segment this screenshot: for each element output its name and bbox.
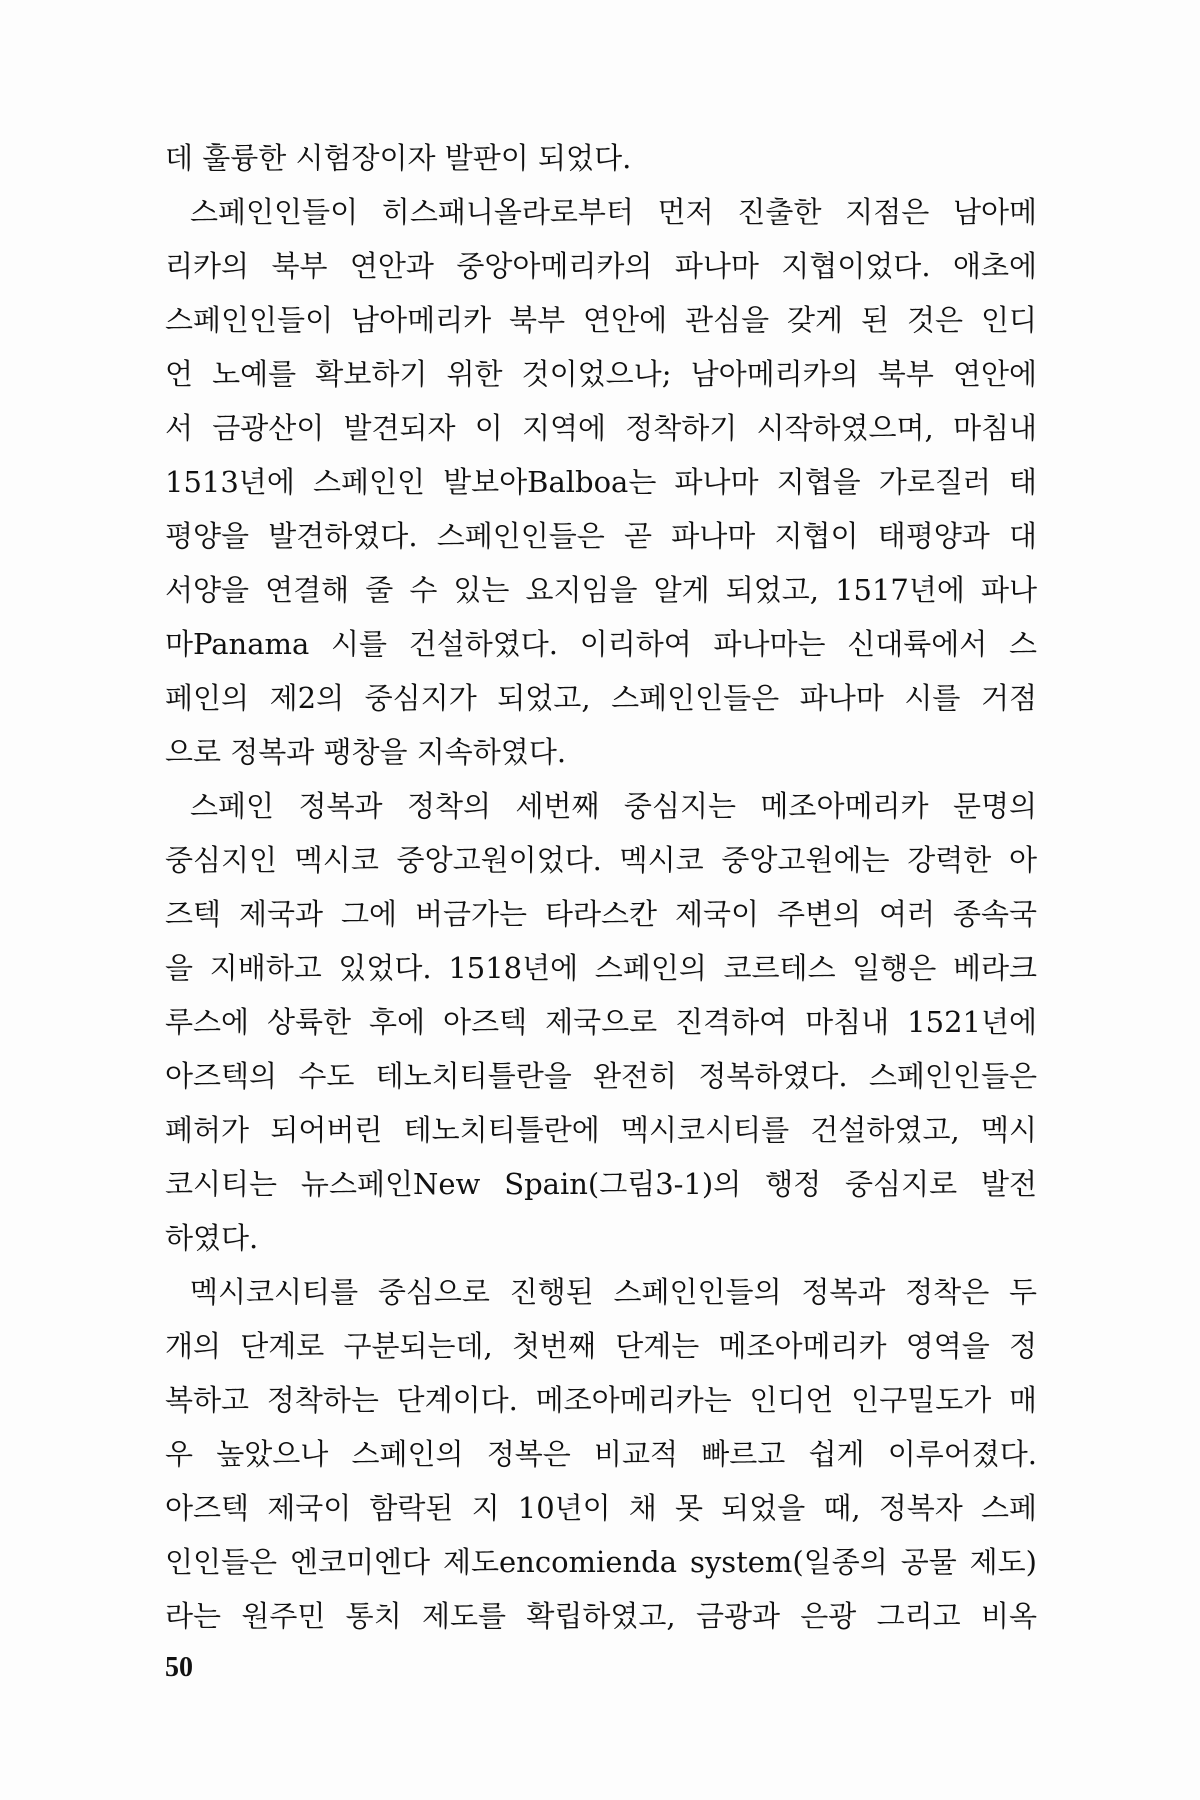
text-line: 1513년에 스페인인 발보아Balboa는 파나마 지협을 가로질러 태 (165, 465, 1037, 499)
text-line: 아즈텍의 수도 테노치티틀란을 완전히 정복하였다. 스페인인들은 (165, 1059, 1037, 1093)
text-line: 페인의 제2의 중심지가 되었고, 스페인인들은 파나마 시를 거점 (165, 681, 1037, 715)
text-line: 리카의 북부 연안과 중앙아메리카의 파나마 지협이었다. 애초에 (165, 249, 1037, 283)
text-line: 인인들은 엔코미엔다 제도encomienda system(일종의 공물 제도) (165, 1545, 1037, 1579)
text-line: 스페인 정복과 정착의 세번째 중심지는 메조아메리카 문명의 (190, 789, 1037, 823)
text-line: 폐허가 되어버린 테노치티틀란에 멕시코시티를 건설하였고, 멕시 (165, 1113, 1037, 1147)
page-number: 50 (165, 1652, 193, 1683)
text-line: 데 훌륭한 시험장이자 발판이 되었다. (165, 141, 632, 175)
text-line: 을 지배하고 있었다. 1518년에 스페인의 코르테스 일행은 베라크 (165, 951, 1037, 985)
text-line: 중심지인 멕시코 중앙고원이었다. 멕시코 중앙고원에는 강력한 아 (165, 843, 1037, 877)
text-line: 서 금광산이 발견되자 이 지역에 정착하기 시작하였으며, 마침내 (165, 411, 1037, 445)
text-line: 언 노예를 확보하기 위한 것이었으나; 남아메리카의 북부 연안에 (165, 357, 1037, 391)
text-line: 루스에 상륙한 후에 아즈텍 제국으로 진격하여 마침내 1521년에 (165, 1005, 1037, 1039)
text-line: 서양을 연결해 줄 수 있는 요지임을 알게 되었고, 1517년에 파나 (165, 573, 1037, 607)
text-line: 아즈텍 제국이 함락된 지 10년이 채 못 되었을 때, 정복자 스페 (165, 1491, 1037, 1525)
text-line: 개의 단계로 구분되는데, 첫번째 단계는 메조아메리카 영역을 정 (165, 1329, 1037, 1363)
text-line: 하였다. (165, 1221, 259, 1255)
text-line: 멕시코시티를 중심으로 진행된 스페인인들의 정복과 정착은 두 (190, 1275, 1037, 1309)
text-line: 즈텍 제국과 그에 버금가는 타라스칸 제국이 주변의 여러 종속국 (165, 897, 1037, 931)
text-line: 복하고 정착하는 단계이다. 메조아메리카는 인디언 인구밀도가 매 (165, 1383, 1037, 1417)
text-line: 스페인인들이 히스패니올라로부터 먼저 진출한 지점은 남아메 (190, 195, 1037, 229)
text-line: 으로 정복과 팽창을 지속하였다. (165, 735, 567, 769)
text-line: 우 높았으나 스페인의 정복은 비교적 빠르고 쉽게 이루어졌다. (165, 1437, 1037, 1471)
text-line: 평양을 발견하였다. 스페인인들은 곧 파나마 지협이 태평양과 대 (165, 519, 1037, 553)
text-line: 스페인인들이 남아메리카 북부 연안에 관심을 갖게 된 것은 인디 (165, 303, 1037, 337)
text-line: 마Panama 시를 건설하였다. 이리하여 파나마는 신대륙에서 스 (165, 627, 1037, 661)
text-line: 코시티는 뉴스페인New Spain(그림3-1)의 행정 중심지로 발전 (165, 1167, 1037, 1201)
text-line: 라는 원주민 통치 제도를 확립하였고, 금광과 은광 그리고 비옥 (165, 1599, 1037, 1633)
